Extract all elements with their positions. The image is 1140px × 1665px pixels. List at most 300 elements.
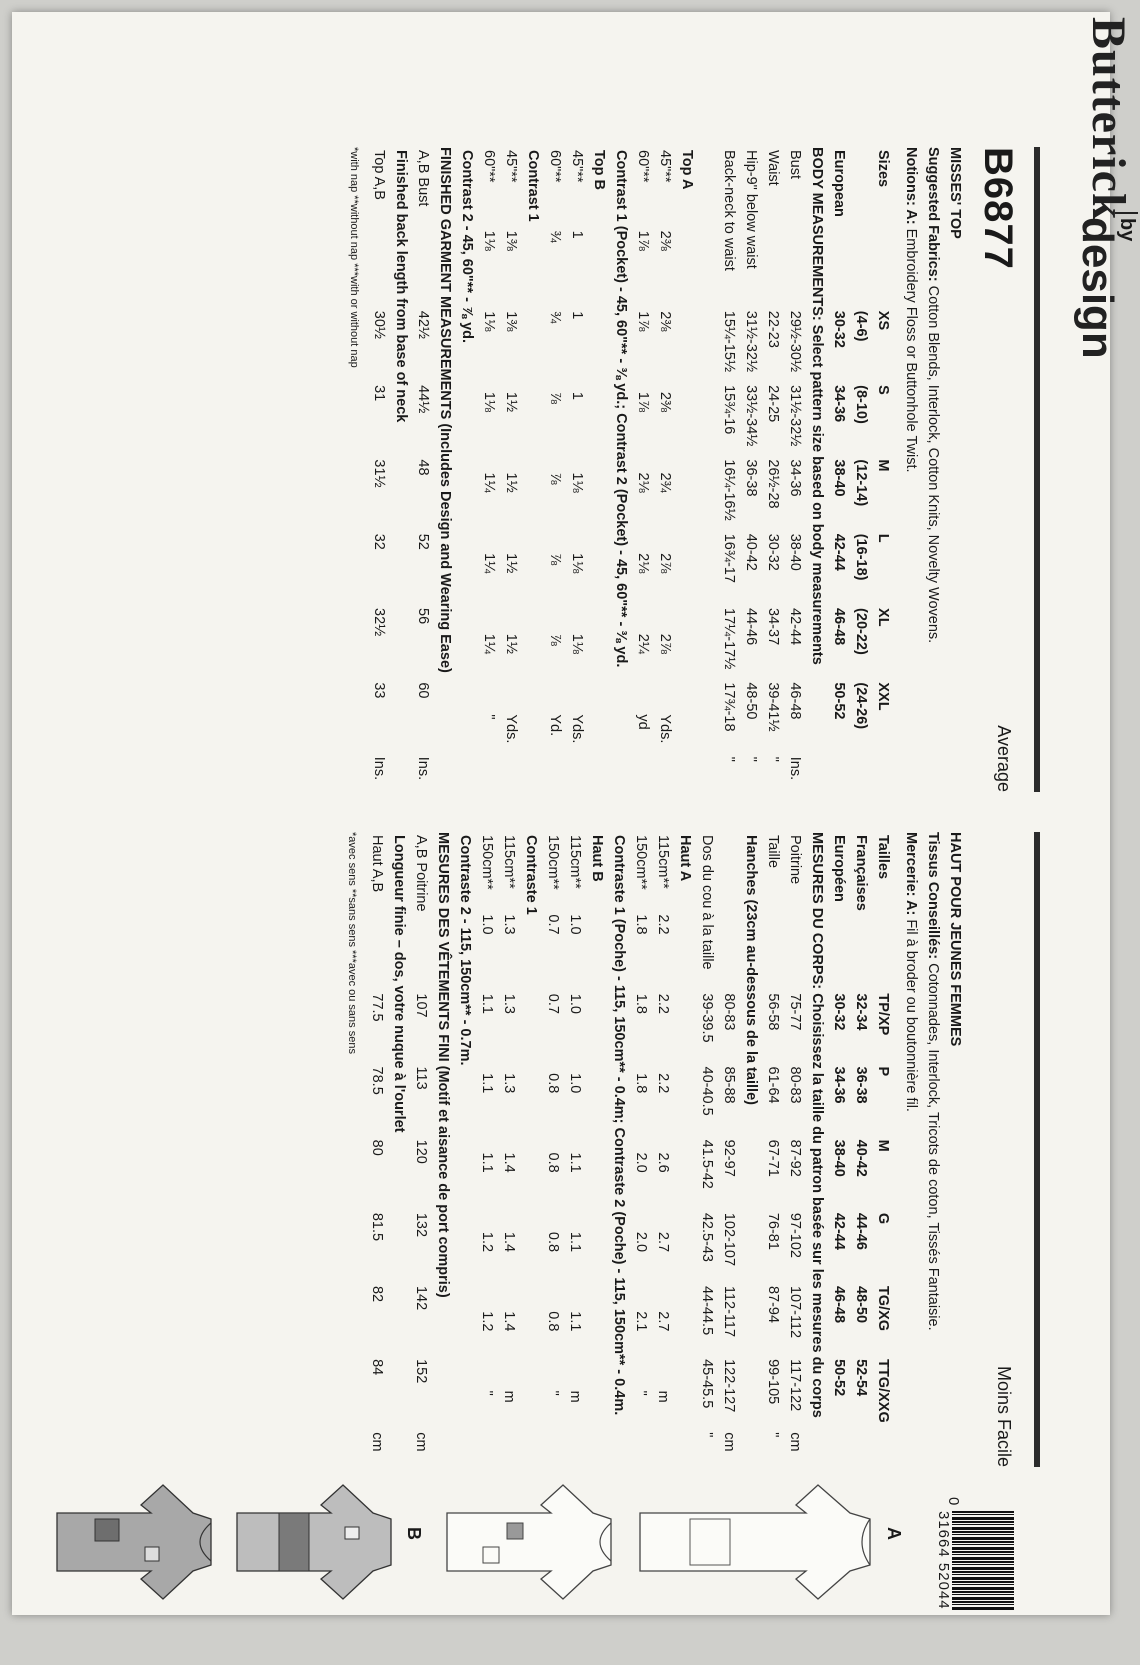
row-label: A,B Bust bbox=[415, 150, 431, 207]
value-cell: 1.1 bbox=[479, 1073, 495, 1094]
value-cell: 56-58 bbox=[765, 993, 781, 1031]
yardage-row bbox=[676, 147, 698, 792]
value-cell: 82 bbox=[369, 1285, 385, 1303]
value-cell: ¾ bbox=[547, 311, 563, 324]
value-cell: 122-127 bbox=[721, 1359, 737, 1413]
value-cell: 80 bbox=[369, 1139, 385, 1156]
value-cell: 32 bbox=[371, 533, 387, 550]
value-cell: XL bbox=[875, 608, 891, 627]
section-label: Contrast 1 (Pocket) - 45, 60"** - ⅜ yd.; Contrast 2 (Pocket) - 45, 60"** - ⅜ yd. bbox=[613, 150, 629, 668]
unit-cell: " bbox=[481, 714, 497, 720]
row-label: Françaises bbox=[853, 835, 869, 911]
section-label: Top A bbox=[679, 150, 695, 190]
value-cell: M bbox=[875, 1139, 891, 1152]
value-cell: 15¼-15½ bbox=[721, 310, 737, 373]
fr-tables bbox=[346, 832, 894, 1467]
value-cell: 117-122 bbox=[787, 1359, 803, 1412]
value-cell: 29½-30½ bbox=[787, 310, 803, 373]
value-cell: ⅞ bbox=[547, 391, 563, 404]
row-label: Dos du cou à la taille bbox=[699, 835, 715, 970]
value-cell: 1 bbox=[569, 311, 585, 320]
row-label: 150cm** bbox=[633, 835, 649, 890]
garment-title: MISSES' TOP bbox=[947, 147, 963, 239]
value-cell: 1½ bbox=[503, 553, 519, 574]
notions-label: Mercerie: A: bbox=[903, 832, 919, 916]
row-label: 45"** bbox=[503, 150, 519, 183]
value-cell: 2.1 bbox=[633, 1311, 649, 1332]
section-label: Contraste 1 bbox=[523, 835, 539, 915]
value-cell: 1½ bbox=[503, 391, 519, 413]
value-cell: 30-32 bbox=[831, 993, 847, 1031]
body-measurements-table bbox=[696, 832, 806, 1467]
row-label: Européen bbox=[831, 835, 847, 902]
value-cell: 1½ bbox=[503, 633, 519, 654]
value-cell: ⅞ bbox=[547, 472, 563, 485]
yardage-row bbox=[456, 147, 478, 792]
unit-cell: " bbox=[545, 1390, 561, 1396]
sketch-label-b: B bbox=[404, 1527, 424, 1540]
value-cell: 1⅛ bbox=[569, 553, 585, 574]
size-row bbox=[850, 832, 872, 1467]
value-cell: 99-105 bbox=[765, 1359, 781, 1405]
value-cell: 42.5-43 bbox=[699, 1212, 715, 1262]
yardage-row bbox=[454, 832, 476, 1467]
value-cell: 152 bbox=[413, 1359, 429, 1384]
footnote: *with nap **without nap ***with or without nap bbox=[348, 147, 360, 368]
value-cell: 1⅞ bbox=[635, 230, 651, 251]
unit-cell: " bbox=[633, 1390, 649, 1396]
value-cell: 0.8 bbox=[545, 1311, 561, 1332]
en-header-block bbox=[900, 147, 966, 792]
value-cell: P bbox=[875, 1066, 891, 1077]
value-cell: 1.4 bbox=[501, 1231, 517, 1253]
value-cell: (20-22) bbox=[853, 608, 869, 655]
unit-cell: " bbox=[765, 1432, 781, 1438]
value-cell: 41.5-42 bbox=[699, 1139, 715, 1189]
value-cell: 15¾-16 bbox=[721, 385, 737, 435]
value-cell: 17¾-18 bbox=[721, 682, 737, 732]
finished-heading-wrap bbox=[432, 832, 454, 1467]
row-label: Taille bbox=[765, 835, 781, 869]
brand-design: design bbox=[1073, 217, 1122, 359]
value-cell: 44-46 bbox=[743, 608, 759, 646]
yardage-row bbox=[500, 147, 522, 792]
value-cell: 2⅞ bbox=[657, 633, 673, 654]
value-cell: 1.1 bbox=[479, 993, 495, 1014]
unit-cell: Yd. bbox=[547, 714, 563, 737]
row-label: 60"** bbox=[635, 150, 651, 183]
finished-measurement-row bbox=[390, 147, 412, 792]
yardage-row bbox=[476, 832, 498, 1467]
body-measurements-heading: MESURES DU CORPS: Choisissez la taille du patron basée sur les mesures du corps bbox=[809, 832, 825, 1418]
unit-cell: Yds. bbox=[503, 714, 519, 744]
value-cell: 81.5 bbox=[369, 1212, 385, 1242]
value-cell: 42-44 bbox=[787, 608, 803, 646]
value-cell: 113 bbox=[413, 1066, 429, 1090]
row-label: Back-neck to waist bbox=[721, 150, 737, 271]
value-cell: TP/XP bbox=[875, 993, 891, 1036]
value-cell: 30-32 bbox=[831, 310, 847, 348]
body-measurement-row bbox=[740, 147, 762, 792]
value-cell: 2¾ bbox=[657, 472, 673, 493]
value-cell: 50-52 bbox=[831, 1359, 847, 1397]
section-label: Longueur finie – dos, votre nuque à l'ourlet bbox=[391, 835, 407, 1133]
value-cell: 132 bbox=[413, 1212, 429, 1238]
value-cell: 60 bbox=[415, 682, 431, 699]
unit-cell: cm bbox=[369, 1432, 385, 1452]
value-cell: 2.7 bbox=[655, 1311, 671, 1332]
row-label: Sizes bbox=[875, 150, 891, 188]
value-cell: 107-112 bbox=[787, 1285, 803, 1339]
unit-cell: " bbox=[765, 756, 781, 762]
difficulty-label: Moins Facile bbox=[994, 1365, 1014, 1467]
value-cell: 24-25 bbox=[765, 385, 781, 423]
value-cell: 16¼-16½ bbox=[721, 459, 737, 521]
value-cell: S bbox=[875, 385, 891, 395]
value-cell: 2.7 bbox=[655, 1231, 671, 1253]
english-section bbox=[44, 147, 1044, 792]
value-cell: 30½ bbox=[371, 310, 387, 340]
unit-cell bbox=[872, 1429, 894, 1467]
row-label: Haut A,B bbox=[369, 835, 385, 893]
value-cell: 1.8 bbox=[633, 1073, 649, 1094]
value-cell: 1⅛ bbox=[481, 230, 497, 251]
value-cell: 45-45.5 bbox=[699, 1359, 715, 1409]
value-cell: 36-38 bbox=[743, 459, 759, 497]
value-cell: 17¼-17½ bbox=[721, 608, 737, 670]
value-cell: 2⅞ bbox=[657, 553, 673, 574]
size-table bbox=[828, 147, 894, 792]
top-rule bbox=[1034, 147, 1040, 792]
value-cell: 1⅜ bbox=[503, 311, 519, 332]
value-cell: 52-54 bbox=[853, 1359, 869, 1397]
unit-cell: cm bbox=[787, 1432, 803, 1452]
fabrics-label: Tissus Conseillés: bbox=[925, 832, 941, 960]
row-label: Top A,B bbox=[371, 150, 387, 200]
unit-cell: " bbox=[743, 756, 759, 762]
fabrics-line bbox=[922, 147, 944, 792]
notions-text: Fil à broder ou boutonnière fil. bbox=[903, 919, 919, 1112]
value-cell: 2.2 bbox=[655, 993, 671, 1014]
value-cell: 1⅛ bbox=[481, 391, 497, 413]
value-cell: 0.7 bbox=[545, 993, 561, 1014]
body-heading-wrap bbox=[806, 147, 828, 792]
value-cell: 1¼ bbox=[481, 472, 497, 493]
value-cell: 42-44 bbox=[831, 533, 847, 571]
value-cell: 33½-34½ bbox=[743, 385, 759, 447]
value-cell: L bbox=[875, 533, 891, 543]
value-cell: 1.3 bbox=[501, 1073, 517, 1094]
value-cell: TG/XG bbox=[875, 1285, 891, 1332]
value-cell: 84 bbox=[369, 1359, 385, 1376]
yardage-row bbox=[654, 147, 676, 792]
value-cell: 1 bbox=[569, 391, 585, 400]
value-cell: 67-71 bbox=[765, 1139, 781, 1177]
size-row bbox=[828, 832, 850, 1467]
row-label: Poitrine bbox=[787, 835, 803, 885]
value-cell: 1.1 bbox=[567, 1311, 583, 1332]
value-cell: 34-36 bbox=[831, 1066, 847, 1104]
french-section bbox=[44, 832, 1044, 1467]
barcode-bars bbox=[952, 1511, 1014, 1611]
value-cell: 1.3 bbox=[501, 993, 517, 1014]
yardage-row bbox=[610, 147, 632, 792]
value-cell: (24-26) bbox=[853, 682, 869, 730]
value-cell: 2.0 bbox=[633, 1152, 649, 1173]
unit-cell: Ins. bbox=[371, 756, 387, 781]
value-cell: 42-44 bbox=[831, 1212, 847, 1250]
finished-measurements-table bbox=[368, 147, 434, 792]
yardage-row bbox=[608, 832, 630, 1467]
value-cell: 80-83 bbox=[787, 1066, 803, 1104]
yardage-row bbox=[478, 147, 500, 792]
row-label: Bust bbox=[787, 150, 803, 180]
value-cell: 48-50 bbox=[743, 682, 759, 720]
fabrics-text: Cotton Blends, Interlock, Cotton Knits, Novelty Wovens. bbox=[925, 285, 941, 644]
value-cell: ¾ bbox=[547, 230, 563, 243]
value-cell: 142 bbox=[413, 1285, 429, 1311]
section-label: Top B bbox=[591, 150, 607, 190]
barcode-digits: 31664 52044 bbox=[935, 1511, 952, 1610]
value-cell: XS bbox=[875, 310, 891, 331]
top-a-back-sketch bbox=[630, 1467, 880, 1617]
value-cell: 2.6 bbox=[655, 1152, 671, 1173]
value-cell: 32½ bbox=[371, 608, 387, 637]
body-measurement-row bbox=[718, 832, 740, 1467]
value-cell: 2⅜ bbox=[657, 391, 673, 413]
notions-line bbox=[900, 832, 922, 1467]
row-label: 45"** bbox=[569, 150, 585, 183]
value-cell: 1½ bbox=[503, 472, 519, 493]
value-cell: 1⅞ bbox=[635, 391, 651, 413]
value-cell: 39-39.5 bbox=[699, 993, 715, 1043]
yardage-row bbox=[652, 832, 674, 1467]
row-label bbox=[718, 832, 740, 990]
row-label: Hip-9" below waist bbox=[743, 150, 759, 269]
sketch-label-a: A bbox=[884, 1527, 904, 1540]
yardage-row bbox=[674, 832, 696, 1467]
top-rule bbox=[1034, 832, 1040, 1467]
value-cell: 42½ bbox=[415, 310, 431, 340]
value-cell: 31½-32½ bbox=[743, 310, 759, 373]
yardage-row bbox=[588, 147, 610, 792]
value-cell: 31½ bbox=[371, 459, 387, 488]
value-cell: 1.1 bbox=[567, 1231, 583, 1253]
value-cell: ⅞ bbox=[547, 633, 563, 646]
yardage-row bbox=[520, 832, 542, 1467]
brand-name: Butterick bbox=[1082, 17, 1135, 221]
top-b-front-sketch bbox=[49, 1467, 219, 1617]
value-cell: 85-88 bbox=[721, 1066, 737, 1104]
value-cell: 107 bbox=[413, 993, 429, 1018]
value-cell: 33 bbox=[371, 682, 387, 699]
difficulty-label: Average bbox=[994, 725, 1014, 792]
value-cell: 2⅜ bbox=[657, 230, 673, 251]
unit-cell bbox=[850, 1429, 872, 1467]
value-cell: 0.7 bbox=[545, 914, 561, 935]
row-label: 115cm** bbox=[655, 835, 671, 889]
value-cell: 31½-32½ bbox=[787, 385, 803, 447]
fabrics-text: Cotonnades, Interlock, Tricots de coton, Tissés Fantaisie. bbox=[925, 963, 941, 1331]
value-cell: 31 bbox=[371, 385, 387, 402]
value-cell: M bbox=[875, 459, 891, 472]
value-cell: 1 bbox=[569, 230, 585, 239]
value-cell: 40-42 bbox=[743, 533, 759, 571]
yardage-row bbox=[544, 147, 566, 792]
notions-text: Embroidery Floss or Buttonhole Twist. bbox=[903, 228, 919, 473]
footnote: *avec sens **sans sens ***avec ou sans sens bbox=[346, 832, 358, 1054]
unit-cell: Ins. bbox=[787, 756, 803, 781]
value-cell: 50-52 bbox=[831, 682, 847, 720]
row-label: 45"** bbox=[657, 150, 673, 183]
value-cell: 1.8 bbox=[633, 914, 649, 935]
body-measurement-row bbox=[696, 832, 718, 1467]
value-cell: 40-40.5 bbox=[699, 1066, 715, 1116]
value-cell: 16¾-17 bbox=[721, 533, 737, 583]
value-cell: 80-83 bbox=[721, 993, 737, 1031]
value-cell: 40-42 bbox=[853, 1139, 869, 1177]
value-cell: (4-6) bbox=[853, 310, 869, 342]
value-cell: 1.3 bbox=[501, 914, 517, 935]
row-label: 150cm** bbox=[545, 835, 561, 890]
value-cell: 32-34 bbox=[853, 993, 869, 1031]
unit-cell bbox=[850, 754, 872, 792]
value-cell: 1.4 bbox=[501, 1152, 517, 1173]
section-label: Contraste 1 (Poche) - 115, 150cm** - 0.4m; Contraste 2 (Poche) - 115, 150cm** - 0.4m. bbox=[611, 835, 627, 1416]
unit-cell bbox=[828, 1429, 850, 1467]
value-cell: 39-41½ bbox=[765, 682, 781, 732]
value-cell: 44-44.5 bbox=[699, 1285, 715, 1336]
size-table bbox=[828, 832, 894, 1467]
finished-measurement-row bbox=[388, 832, 410, 1467]
value-cell: ⅞ bbox=[547, 553, 563, 566]
unit-cell: cm bbox=[413, 1432, 429, 1452]
value-cell: 52 bbox=[415, 533, 431, 550]
value-cell: 76-81 bbox=[765, 1212, 781, 1250]
value-cell: 1.0 bbox=[567, 1073, 583, 1094]
value-cell: 1⅛ bbox=[569, 633, 585, 654]
yardage-row bbox=[586, 832, 608, 1467]
value-cell: (8-10) bbox=[853, 385, 869, 424]
unit-cell bbox=[828, 754, 850, 792]
value-cell: 1.0 bbox=[479, 914, 495, 935]
finished-measurements-table bbox=[366, 832, 432, 1467]
unit-cell: m bbox=[655, 1390, 671, 1403]
row-label: 115cm** bbox=[501, 835, 517, 889]
value-cell: 38-40 bbox=[831, 1139, 847, 1177]
size-row bbox=[872, 147, 894, 792]
value-cell: 1⅛ bbox=[569, 472, 585, 493]
row-label: 60"** bbox=[481, 150, 497, 183]
notions-line bbox=[900, 147, 922, 792]
value-cell: 1.2 bbox=[479, 1231, 495, 1253]
yardage-table bbox=[454, 832, 696, 1467]
value-cell: 1¼ bbox=[481, 633, 497, 654]
top-a-front-sketch bbox=[439, 1467, 619, 1617]
brand-logo bbox=[1073, 17, 1138, 1617]
value-cell: 48 bbox=[415, 459, 431, 476]
value-cell: 75-77 bbox=[787, 993, 803, 1031]
finished-measurement-row bbox=[366, 832, 388, 1467]
yardage-row bbox=[566, 147, 588, 792]
value-cell: 2⅛ bbox=[635, 472, 651, 493]
value-cell: 2⅛ bbox=[635, 553, 651, 574]
value-cell: 38-40 bbox=[787, 533, 803, 571]
row-label bbox=[850, 147, 872, 308]
body-measurements-heading: BODY MEASUREMENTS: Select pattern size based on body measurements bbox=[809, 147, 825, 665]
value-cell: 38-40 bbox=[831, 459, 847, 497]
body-measurements-table bbox=[718, 147, 806, 792]
rotated-content bbox=[44, 17, 1138, 1617]
value-cell: 120 bbox=[413, 1139, 429, 1164]
value-cell: 56 bbox=[415, 608, 431, 625]
value-cell: 34-36 bbox=[831, 385, 847, 423]
value-cell: 1.0 bbox=[567, 914, 583, 935]
yardage-row bbox=[630, 832, 652, 1467]
brand-by: by bbox=[1115, 212, 1138, 241]
unit-cell: " bbox=[479, 1390, 495, 1396]
value-cell: 1.4 bbox=[501, 1311, 517, 1332]
garment-title: HAUT POUR JEUNES FEMMES bbox=[947, 832, 963, 1047]
value-cell: 0.8 bbox=[545, 1152, 561, 1173]
unit-cell: Yds. bbox=[569, 714, 585, 744]
finished-heading-wrap bbox=[434, 147, 456, 792]
value-cell: 46-48 bbox=[831, 608, 847, 646]
section-label: Contrast 1 bbox=[525, 150, 541, 222]
value-cell: 1.8 bbox=[633, 993, 649, 1014]
body-measurement-row bbox=[740, 832, 762, 1467]
body-measurement-row bbox=[784, 832, 806, 1467]
garment-sketches bbox=[44, 1467, 904, 1617]
row-label: 115cm** bbox=[567, 835, 583, 889]
finished-measurements-heading: MESURES DES VÊTEMENTS FINI (Motif et aisance de port compris) bbox=[435, 832, 451, 1298]
unit-cell bbox=[872, 754, 894, 792]
yardage-table bbox=[456, 147, 698, 792]
value-cell: 92-97 bbox=[721, 1139, 737, 1177]
finished-measurement-row bbox=[410, 832, 432, 1467]
en-tables bbox=[348, 147, 894, 792]
notions-label: Notions: A: bbox=[903, 147, 919, 225]
yardage-row bbox=[632, 147, 654, 792]
unit-cell: " bbox=[699, 1432, 715, 1438]
value-cell: 87-92 bbox=[787, 1139, 803, 1177]
value-cell: 46-48 bbox=[787, 682, 803, 720]
row-label: Waist bbox=[765, 150, 781, 186]
yardage-row bbox=[498, 832, 520, 1467]
value-cell: 30-32 bbox=[765, 533, 781, 571]
value-cell: XXL bbox=[875, 682, 891, 711]
yardage-row bbox=[564, 832, 586, 1467]
fabrics-label: Suggested Fabrics: bbox=[925, 147, 941, 282]
value-cell: G bbox=[875, 1212, 891, 1225]
value-cell: 48-50 bbox=[853, 1285, 869, 1324]
value-cell: 78.5 bbox=[369, 1066, 385, 1095]
barcode bbox=[932, 1497, 1014, 1611]
size-row bbox=[828, 147, 850, 792]
value-cell: 2.2 bbox=[655, 914, 671, 935]
value-cell: 2.2 bbox=[655, 1073, 671, 1094]
value-cell: 34-37 bbox=[765, 608, 781, 646]
pattern-envelope bbox=[12, 12, 1138, 1615]
value-cell: 87-94 bbox=[765, 1285, 781, 1324]
section-label: Finished back length from base of neck bbox=[393, 150, 409, 423]
section-label: Contrast 2 - 45, 60"** - ⅞ yd. bbox=[459, 150, 475, 344]
value-cell: (16-18) bbox=[853, 533, 869, 581]
value-cell: 112-117 bbox=[721, 1285, 737, 1338]
yardage-row bbox=[542, 832, 564, 1467]
value-cell: 34-36 bbox=[787, 459, 803, 497]
pattern-number: B6877 bbox=[976, 147, 1020, 270]
